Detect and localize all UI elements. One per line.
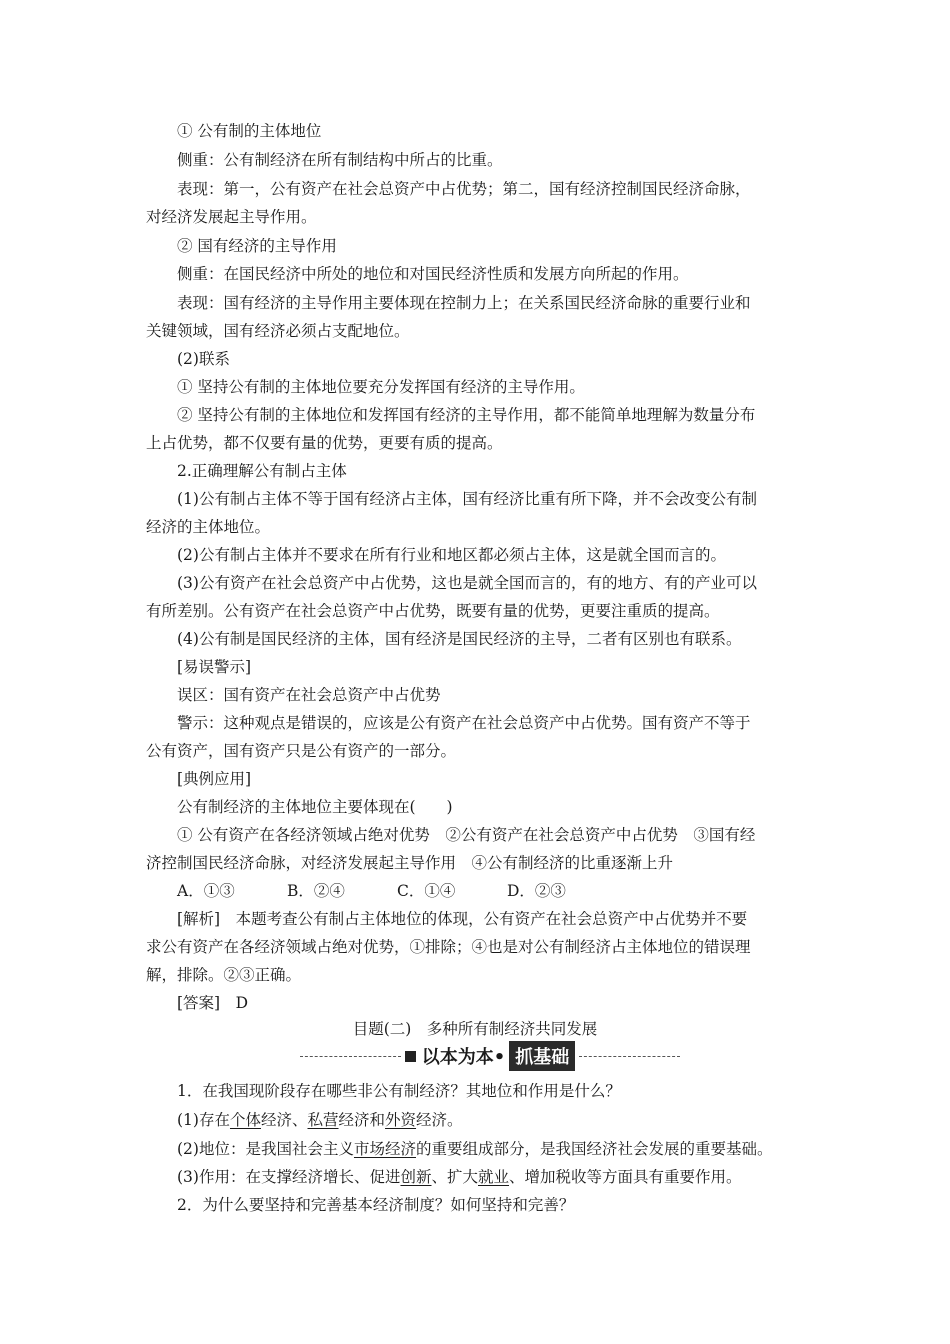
question-line: 2．为什么要坚持和完善基本经济制度？如何坚持和完善？	[177, 1196, 575, 1214]
paragraph-line: (2)联系	[177, 350, 230, 368]
underlined-term: 私营	[307, 1111, 339, 1129]
answer-options	[177, 880, 566, 902]
paragraph-line: 求公有资产在各经济领域占绝对优势，①排除；④也是对公有制经济占主体地位的错误理	[146, 938, 751, 956]
paragraph-line: ② 国有经济的主导作用	[177, 237, 337, 255]
paragraph-line: [答案] D	[177, 994, 249, 1012]
option-c: C．①④	[397, 882, 456, 900]
paragraph-line: 误区：国有资产在社会总资产中占优势	[177, 686, 441, 704]
text-run: 经济。	[416, 1111, 463, 1129]
paragraph-line: 警示：这种观点是错误的，应该是公有资产在社会总资产中占优势。国有资产不等于	[177, 714, 751, 732]
paragraph-line: ① 公有制的主体地位	[177, 122, 322, 140]
paragraph-line: ① 公有资产在各经济领域占绝对优势 ②公有资产在社会总资产中占优势 ③国有经	[177, 826, 756, 844]
divider	[300, 1056, 401, 1057]
underlined-term: 就业	[478, 1168, 510, 1186]
paragraph-line: (4)公有制是国民经济的主体，国有经济是国民经济的主导，二者有区别也有联系。	[177, 630, 742, 648]
paragraph-line	[177, 1166, 742, 1188]
paragraph-line: 侧重：公有制经济在所有制结构中所占的比重。	[177, 151, 503, 169]
square-bullet-icon	[405, 1051, 416, 1062]
option-a: A．①③	[177, 882, 235, 900]
paragraph-line: [典例应用]	[177, 770, 252, 788]
text-run: 、增加税收等方面具有重要作用。	[509, 1168, 742, 1186]
paragraph-line: [解析] 本题考查公有制占主体地位的体现，公有资产在社会总资产中占优势并不要	[177, 910, 748, 928]
paragraph-line: (3)公有资产在社会总资产中占优势，这也是就全国而言的，有的地方、有的产业可以	[177, 574, 757, 592]
paragraph-line: 公有资产，国有资产只是公有资产的一部分。	[146, 742, 457, 760]
section-banner	[300, 1041, 680, 1071]
underlined-term: 个体	[229, 1111, 261, 1129]
text-run: (2)地位：是我国社会主义	[177, 1140, 354, 1158]
text-run: 的重要组成部分，是我国经济社会发展的重要基础。	[415, 1140, 773, 1158]
paragraph-line	[177, 1138, 773, 1160]
paragraph-line: ① 坚持公有制的主体地位要充分发挥国有经济的主导作用。	[177, 378, 585, 396]
paragraph-line: 上占优势，都不仅要有量的优势，更要有质的提高。	[146, 434, 503, 452]
text-run: (1)存在	[177, 1111, 230, 1129]
text-run: 经济、	[260, 1111, 308, 1129]
paragraph-line: 表现：国有经济的主导作用主要体现在控制力上；在关系国民经济命脉的重要行业和	[177, 294, 751, 312]
paragraph-line: 2.正确理解公有制占主体	[177, 462, 347, 480]
paragraph-line: (2)公有制占主体并不要求在所有行业和地区都必须占主体，这是就全国而言的。	[177, 546, 726, 564]
text-run: 、扩大	[431, 1168, 478, 1186]
text-run: (3)作用：在支撑经济增长、促进	[177, 1168, 401, 1186]
underlined-term: 创新	[400, 1168, 432, 1186]
banner-highlight: 抓基础	[509, 1041, 575, 1071]
text-run: 经济和	[338, 1111, 386, 1129]
paragraph-line: 侧重：在国民经济中所处的地位和对国民经济性质和发展方向所起的作用。	[177, 265, 689, 283]
section-title: 目题(二) 多种所有制经济共同发展	[352, 1020, 598, 1038]
paragraph-line: 解，排除。②③正确。	[146, 966, 302, 984]
paragraph-line: [易误警示]	[177, 658, 252, 676]
option-d: D．②③	[507, 882, 566, 900]
paragraph-line: 有所差别。公有资产在社会总资产中占优势，既要有量的优势，更要注重质的提高。	[146, 602, 720, 620]
paragraph-line: 表现：第一，公有资产在社会总资产中占优势；第二，国有经济控制国民经济命脉，	[177, 180, 751, 198]
paragraph-line: 经济的主体地位。	[146, 518, 271, 536]
underlined-term: 市场经济	[353, 1140, 416, 1158]
paragraph-line	[177, 1109, 463, 1131]
paragraph-line: 关键领域，国有经济必须占支配地位。	[146, 322, 410, 340]
question-line: 1．在我国现阶段存在哪些非公有制经济？其地位和作用是什么？	[177, 1082, 621, 1100]
underlined-term: 外资	[385, 1111, 417, 1129]
paragraph-line: 对经济发展起主导作用。	[146, 208, 317, 226]
paragraph-line: (1)公有制占主体不等于国有经济占主体，国有经济比重有所下降，并不会改变公有制	[177, 490, 757, 508]
paragraph-line: ② 坚持公有制的主体地位和发挥国有经济的主导作用，都不能简单地理解为数量分布	[177, 406, 756, 424]
divider	[579, 1056, 680, 1057]
paragraph-line: 公有制经济的主体地位主要体现在( )	[177, 798, 453, 816]
option-b: B．②④	[287, 882, 345, 900]
paragraph-line: 济控制国民经济命脉，对经济发展起主导作用 ④公有制经济的比重逐渐上升	[146, 854, 674, 872]
banner-text: 以本为本•	[421, 1047, 506, 1068]
